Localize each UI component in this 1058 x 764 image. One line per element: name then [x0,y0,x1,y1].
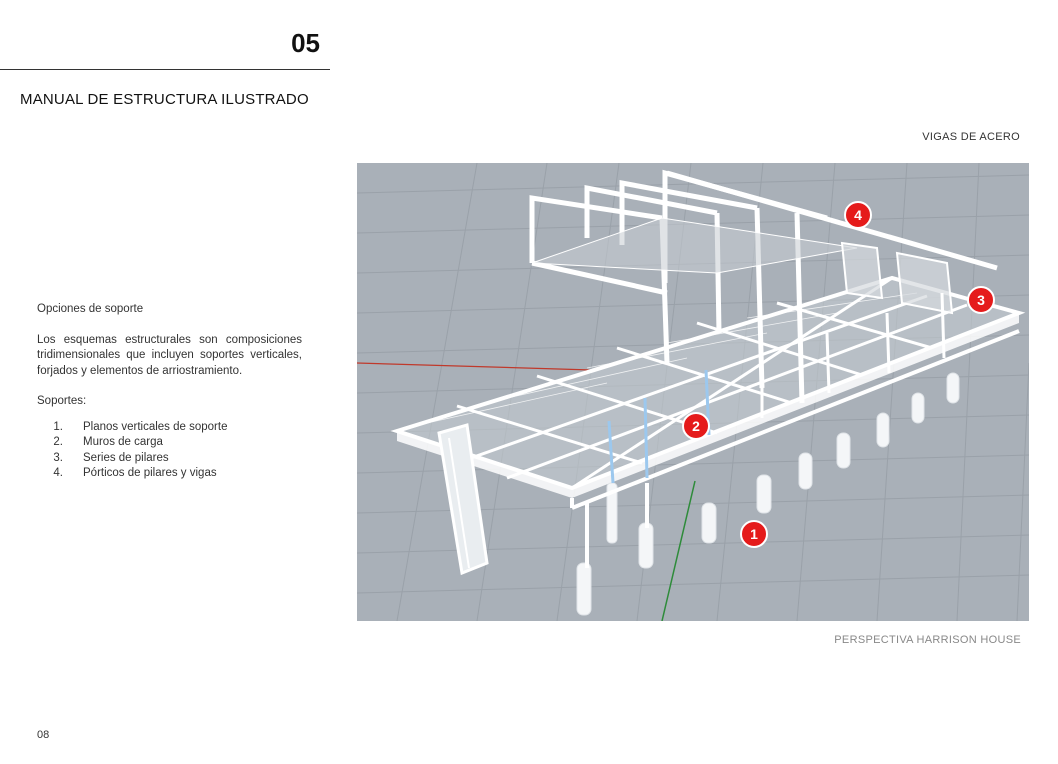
marker-2 [683,413,709,439]
marker-1-label: 1 [750,526,758,542]
manual-title: MANUAL DE ESTRUCTURA ILUSTRADO [20,91,309,108]
list-item [37,466,302,482]
x-axis-line [357,363,592,370]
list-item-number: 2. [53,436,63,448]
marker-3 [968,287,994,313]
supports-heading: Soportes: [37,395,87,407]
marker-3-label: 3 [977,292,985,308]
support-options-heading: Opciones de soporte [37,303,144,315]
marker-4 [845,202,871,228]
structure-perspective-image [357,163,1029,621]
chapter-number: 05 [291,28,320,58]
list-item [37,451,302,467]
marker-1 [741,521,767,547]
figure-caption: PERSPECTIVA HARRISON HOUSE [834,634,1021,646]
description-paragraph: Los esquemas estructurales son composiciones tridimensionales que incluyen soportes verticales, forjados y elementos de arriostramiento. [37,333,302,377]
list-item [37,435,302,451]
list-item-number: 3. [53,451,63,464]
header-divider [0,69,330,70]
body-text [37,302,302,482]
section-label: VIGAS DE ACERO [922,131,1020,143]
list-item-label: Pórticos de pilares y vigas [83,467,217,479]
list-item [37,420,302,436]
list-item-number: 4. [53,467,63,479]
marker-4-label: 4 [854,207,862,223]
supports-list [37,420,302,482]
list-item-label: Planos verticales de soporte [83,420,228,433]
list-item-number: 1. [53,420,63,433]
marker-2-label: 2 [692,418,700,434]
list-item-label: Muros de carga [83,436,163,448]
y-axis-line [662,481,695,621]
page-number: 08 [37,729,50,741]
list-item-label: Series de pilares [83,451,169,464]
